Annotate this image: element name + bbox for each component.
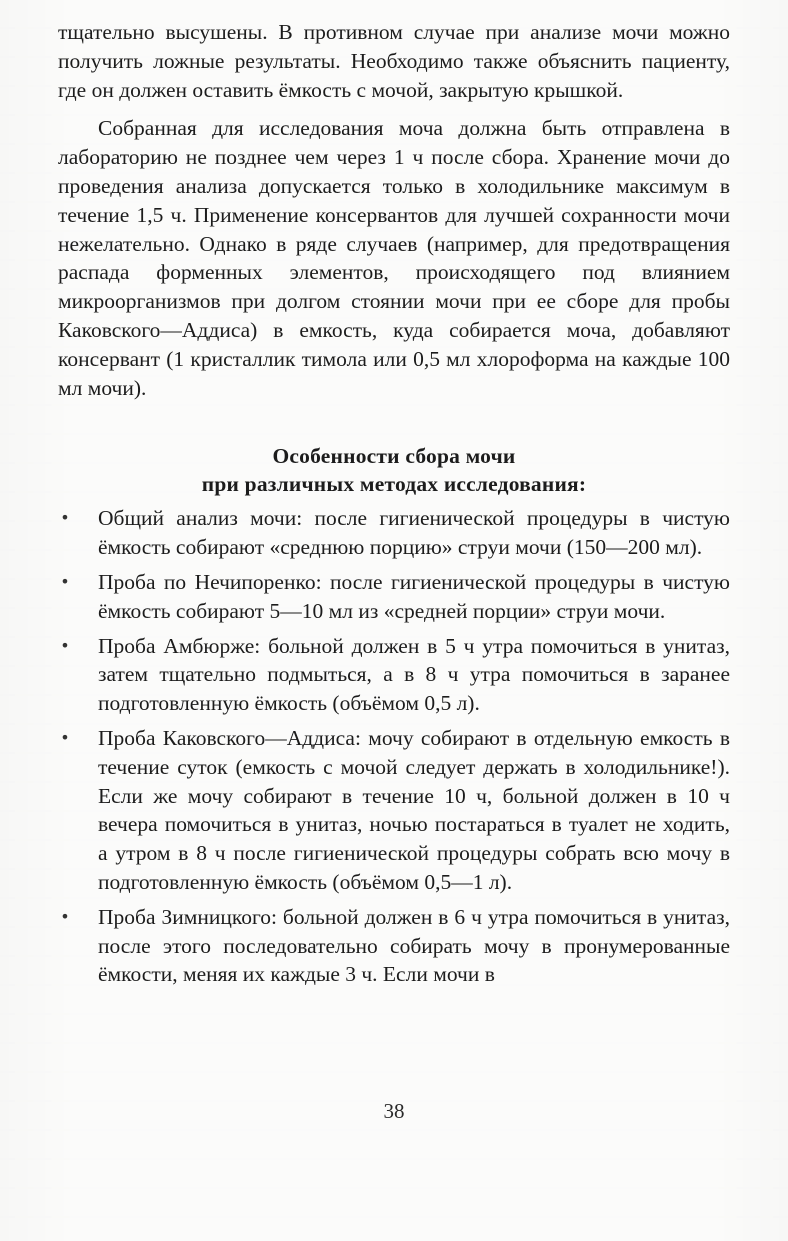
- list-item-text: Проба Амбюрже: больной должен в 5 ч утра помочиться в унитаз, затем тщательно подмыться, а в 8 ч утра помочиться в заранее подготовленную ёмкость (объёмом 0,5 л).: [98, 633, 730, 716]
- list-item-text: Общий анализ мочи: после гигиенической процедуры в чистую ёмкость собирают «среднюю порцию» струи мочи (150—200 мл).: [98, 506, 730, 560]
- bullet-icon: •: [60, 508, 70, 528]
- list-item-zimnitsky: [58, 903, 730, 989]
- page-number: 38: [383, 1099, 405, 1123]
- page-content: [58, 18, 730, 995]
- list-item-text: Проба по Нечипоренко: после гигиенической процедуры в чистую ёмкость собирают 5—10 мл из «средней порции» струи мочи.: [98, 569, 730, 623]
- section-heading-line-1: Особенности сбора мочи: [272, 444, 516, 469]
- list-item-text: Проба Каковского—Аддиса: мочу собирают в отдельную емкость в течение суток (емкость с мочой следует держать в холодильнике!). Если же мочу собирают в течение 10 ч, больной должен в 10 ч вечера помочиться в унитаз, ночью постараться в туалет не ходить, а утром в 8 ч после гигиенической процедуры собрать всю мочу в подготовленную ёмкость (объёмом 0,5—1 л).: [98, 725, 730, 894]
- bullet-icon: •: [60, 571, 70, 591]
- list-item-amburger: [58, 632, 730, 718]
- list-item-nechiporenko: [58, 568, 730, 626]
- section-heading-line-2: при различных методах исследования:: [201, 472, 587, 497]
- bullet-icon: •: [60, 906, 70, 926]
- bullet-icon: •: [60, 727, 70, 747]
- section-heading: [58, 442, 730, 498]
- list-item-text: Проба Зимницкого: больной должен в 6 ч утра помочиться в унитаз, после этого последовательно собирать мочу в пронумерованные ёмкости, меняя их каждые 3 ч. Если мочи в: [98, 904, 730, 987]
- list-item-kakovsky-addis: [58, 724, 730, 897]
- bullet-icon: •: [60, 635, 70, 655]
- collection-methods-list: [58, 504, 730, 989]
- paragraph-urine-storage: Собранная для исследования моча должна быть отправлена в лабораторию не позднее чем через 1 ч после сбора. Хранение мочи до проведения анализа допускается только в холодильнике максимум в течение 1,5 ч. Применение консервантов для лучшей сохранности мочи нежелательно. Однако в ряде случаев (например, для предотвращения распада форменных элементов, происходящего под влиянием микроорганизмов при долгом стоянии мочи при ее сборе для пробы Каковского—Аддиса) в емкость, куда собирается моча, добавляют консервант (1 кристаллик тимола или 0,5 мл хлороформа на каждые 100 мл мочи).: [58, 116, 730, 400]
- paragraph-continuation: тщательно высушены. В противном случае при анализе мочи можно получить ложные результаты. Необходимо также объяснить пациенту, где он должен оставить ёмкость с мочой, закрытую крышкой.: [58, 20, 730, 102]
- list-item-general-analysis: [58, 504, 730, 562]
